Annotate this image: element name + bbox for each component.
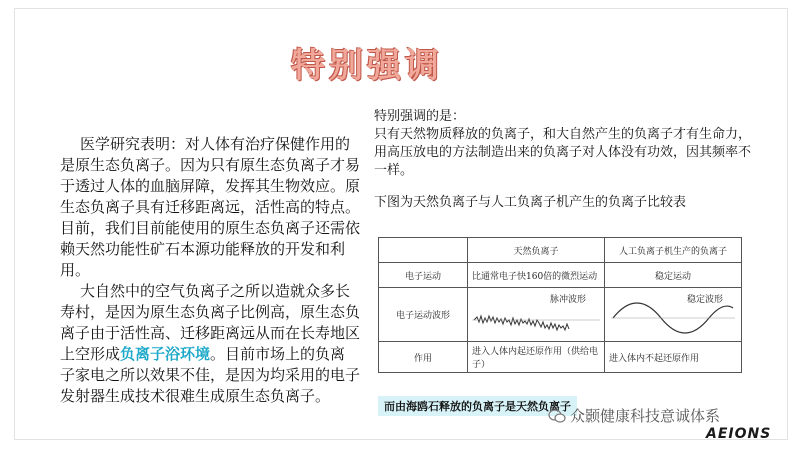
emphasis-heading: 特别强调的是：	[374, 109, 466, 124]
comparison-table	[378, 237, 742, 373]
paragraph-2-part-b: 。目前市场上的负离子家电之所以效果不佳，是因为均采用的电子发射器生成技术很难生成原生态负离子。	[60, 345, 361, 405]
emphasis-body: 只有天然物质释放的负离子，和大自然产生的负离子才有生命力，用高压放电的方法制造出来的负离子对人体没有功效，因其频率不一样。	[374, 127, 752, 178]
right-text-column	[374, 108, 752, 212]
paragraph-2	[60, 281, 360, 407]
wechat-icon	[548, 409, 566, 423]
table-cell: 进入人体内起还原作用（供给电子）	[468, 342, 605, 373]
row-label: 电子运动	[379, 263, 468, 288]
paragraph-1: 医学研究表明：对人体有治疗保健作用的是原生态负离子。因为只有原生态负离子才易于透过人体的血脑屏障，发挥其生物效应。原生态负离子具有迁移距离远，活性高的特点。目前，我们目前能使用的原生态负离子还需依赖天然功能性矿石本源功能释放的开发和利用。	[60, 135, 361, 279]
table-row	[379, 342, 742, 373]
table-cell: 进入体内不起还原作用	[605, 342, 742, 373]
row-label: 作用	[379, 342, 468, 373]
bottom-note: 而由海鸥石释放的负离子是天然负离子	[378, 396, 577, 416]
table-header-natural: 天然负离子	[468, 238, 605, 263]
slide-title: 特别强调	[291, 46, 443, 86]
watermark-text: 众颢健康科技意诚体系	[570, 407, 721, 425]
row-label: 电子运动波形	[379, 288, 468, 342]
table-cell: 稳定运动	[605, 263, 742, 288]
watermark	[548, 405, 720, 426]
paragraph-2-part-a: 大自然中的空气负离子之所以造就众多长寿村，是因为原生态负离子比例高，原生态负离子由于活性高、迁移距离远从而在长寿地区上空形成	[60, 282, 361, 363]
stable-wave-cell	[605, 288, 742, 342]
highlight-term: 负离子浴环境	[120, 345, 211, 363]
table-row	[379, 288, 742, 342]
left-text-column	[60, 134, 360, 407]
table-header-empty	[379, 238, 468, 263]
stable-wave-label: 稳定波形	[686, 295, 723, 305]
pulse-wave-label: 脉冲波形	[549, 295, 586, 305]
table-header-row	[379, 238, 742, 263]
table-row	[379, 263, 742, 288]
pulse-wave-cell	[468, 288, 605, 342]
table-caption: 下图为天然负离子与人工负离子机产生的负离子比较表	[374, 195, 687, 210]
brand-logo: AEIONS	[706, 426, 772, 442]
table-cell: 比通常电子快160倍的微烈运动	[468, 263, 605, 288]
table-header-artificial: 人工负离子机生产的负离子	[605, 238, 742, 263]
